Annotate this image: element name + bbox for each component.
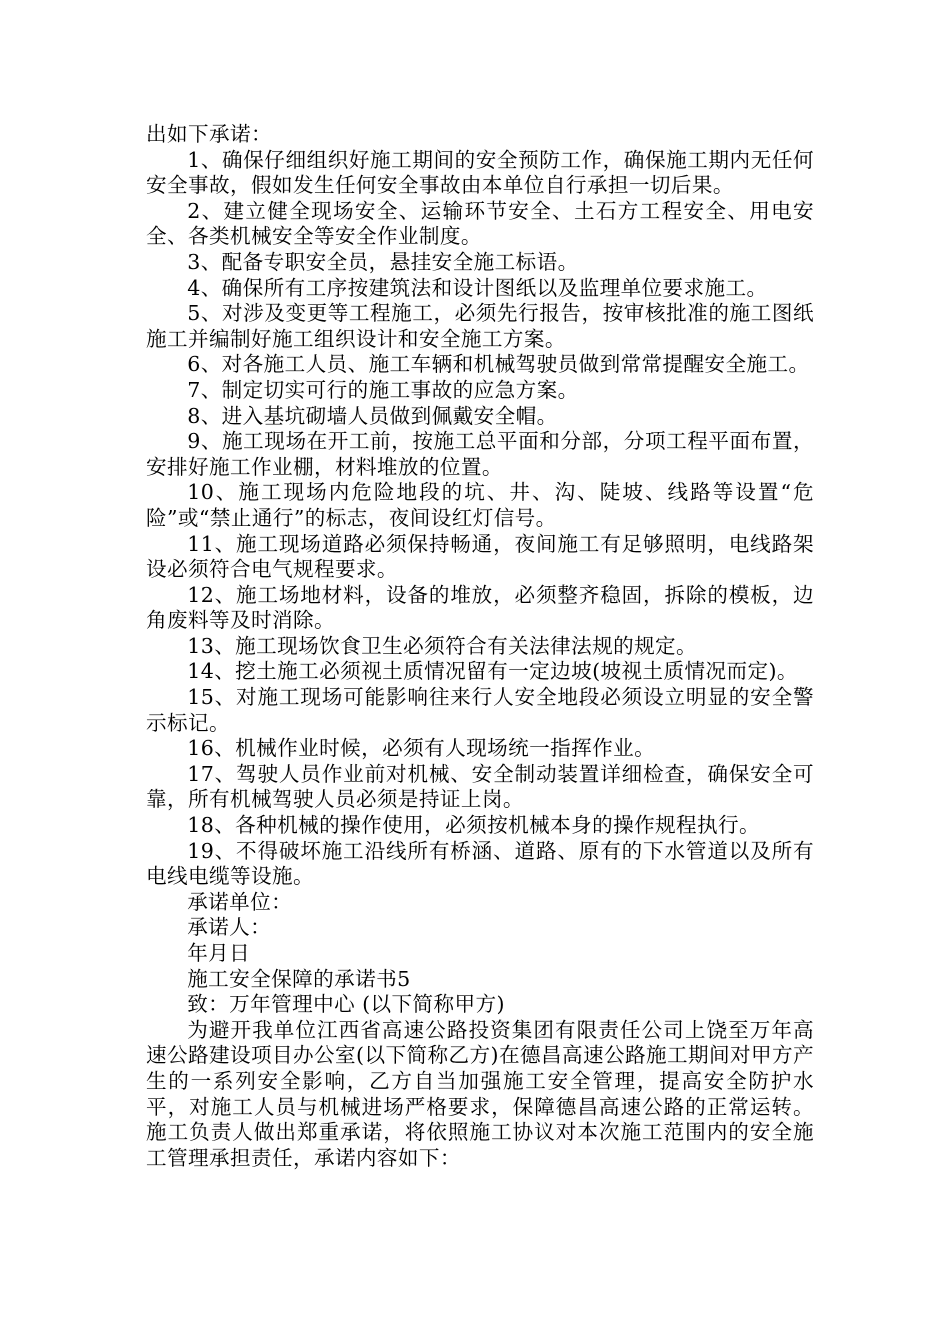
commitment-item-15: 15、对施工现场可能影响往来行人安全地段必须设立明显的安全警示标记。: [146, 685, 814, 735]
commitment-item-2: 2、建立健全现场安全、运输环节安全、土石方工程安全、用电安全、各类机械安全等安全作业制度。: [146, 198, 814, 249]
document-body: [146, 122, 814, 1171]
commitment-item-11: 11、施工现场道路必须保持畅通，夜间施工有足够照明，电线路架设必须符合电气规程要求。: [146, 531, 814, 582]
addressee-line: 致：万年管理中心 (以下简称甲方): [187, 992, 505, 1017]
commitment-item-19: 19、不得破坏施工沿线所有桥涵、道路、原有的下水管道以及所有电线电缆等设施。: [146, 838, 814, 889]
commitment-item-17: 17、驾驶人员作业前对机械、安全制动装置详细检查，确保安全可靠，所有机械驾驶人员必须是持证上岗。: [146, 761, 814, 812]
commitment-item-10: 10、施工现场内危险地段的坑、井、沟、陡坡、线路等设置“危险”或“禁止通行”的标志，夜间设红灯信号。: [146, 480, 814, 530]
commitment-item-3: 3、配备专职安全员，悬挂安全施工标语。: [187, 249, 579, 274]
commitment-item-16: 16、机械作业时候，必须有人现场统一指挥作业。: [187, 736, 656, 761]
signature-date: 年月日: [187, 941, 251, 965]
commitment-item-14: 14、挖土施工必须视土质情况留有一定边坡(坡视土质情况而定)。: [187, 659, 798, 684]
commitment-item-4: 4、确保所有工序按建筑法和设计图纸以及监理单位要求施工。: [187, 275, 768, 300]
commitment-item-12: 12、施工场地材料，设备的堆放，必须整齐稳固，拆除的模板，边角废料等及时消除。: [146, 582, 814, 633]
commitment-item-6: 6、对各施工人员、施工车辆和机械驾驶员做到常常提醒安全施工。: [187, 352, 810, 377]
signature-person: 承诺人：: [187, 915, 272, 940]
commitment-item-8: 8、进入基坑砌墙人员做到佩戴安全帽。: [187, 403, 558, 428]
commitment-item-7: 7、制定切实可行的施工事故的应急方案。: [187, 377, 579, 402]
commitment-item-9: 9、施工现场在开工前，按施工总平面和分部，分项工程平面布置，安排好施工作业棚，材料堆放的位置。: [146, 429, 814, 479]
commitment-item-13: 13、施工现场饮食卫生必须符合有关法律法规的规定。: [187, 633, 698, 658]
commitment-item-18: 18、各种机械的操作使用，必须按机械本身的操作规程执行。: [187, 813, 761, 838]
section-body: 为避开我单位江西省高速公路投资集团有限责任公司上饶至万年高速公路建设项目办公室(以下简称乙方)在德昌高速公路施工期间对甲方产生的一系列安全影响，乙方自当加强施工安全管理，提高安全防护水平，对施工人员与机械进场严格要求，保障德昌高速公路的正常运转。施工负责人做出郑重承诺，将依照施工协议对本次施工范围内的安全施工管理承担责任，承诺内容如下：: [146, 1017, 814, 1170]
commitment-item-5: 5、对涉及变更等工程施工，必须先行报告，按审核批准的施工图纸施工并编制好施工组织设计和安全施工方案。: [146, 301, 814, 351]
commitment-item-1: 1、确保仔细组织好施工期间的安全预防工作，确保施工期内无任何安全事故，假如发生任何安全事故由本单位自行承担一切后果。: [146, 147, 814, 198]
signature-unit: 承诺单位：: [187, 889, 293, 914]
section-title: 施工安全保障的承诺书5: [187, 966, 411, 991]
intro-line: 出如下承诺：: [146, 122, 272, 146]
